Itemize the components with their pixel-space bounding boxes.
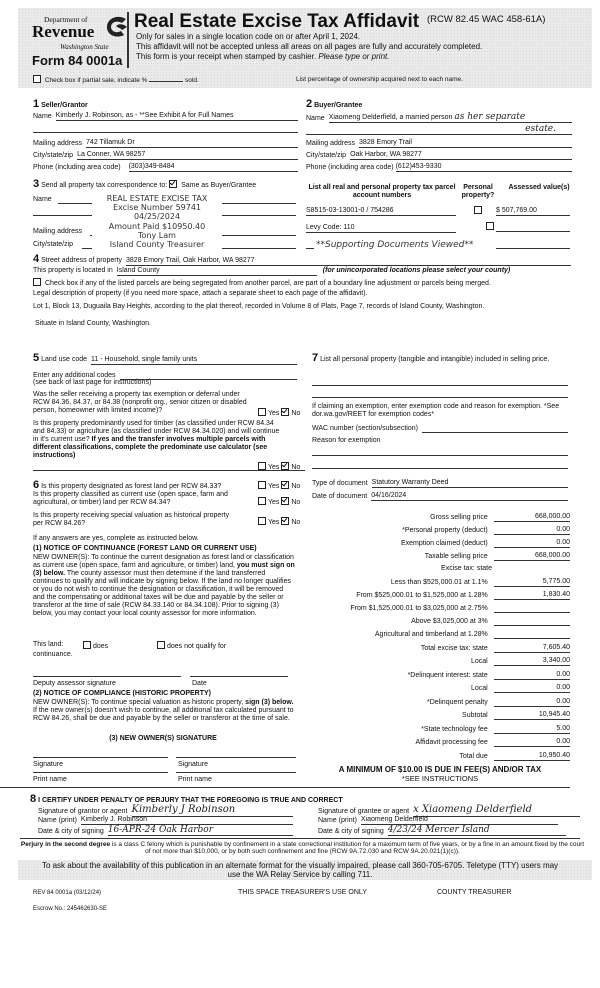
section-4-number: 4 <box>33 253 40 265</box>
yes-label: Yes <box>268 499 280 506</box>
new-owner-print-1[interactable] <box>33 772 168 773</box>
document-type-label: Type of document <box>312 480 368 487</box>
document-type-row <box>312 479 568 488</box>
tax-label: Gross selling price <box>430 513 488 521</box>
new-owner-print-2[interactable] <box>176 772 296 773</box>
tax-label: Less than $525,000.01 at 1.1% <box>390 578 488 586</box>
tax-label: *State technology fee <box>421 725 488 733</box>
segregated-label: Check box if any of the listed parcels are being segregated from another parcel, are part of a boundary line adjustment or parcels being merged. <box>44 280 491 287</box>
section-6-number: 6 <box>33 479 40 491</box>
section-8-rule <box>0 787 570 788</box>
document-date-label: Date of document <box>312 493 368 500</box>
grantee-signature-row <box>318 804 580 817</box>
tax-label: Affidavit processing fee <box>415 738 488 746</box>
buyer-mailing-label: Mailing address <box>306 140 356 147</box>
total-due-field[interactable]: 10,950.40 <box>494 752 570 761</box>
supporting-docs-stamp: **Supporting Documents Viewed** <box>316 240 474 250</box>
tax-label: *Personal property (deduct) <box>402 526 488 534</box>
agency-line1: Department of <box>44 15 88 24</box>
buyer-name-line2[interactable] <box>306 124 572 135</box>
notice-continuance-text-a: NEW OWNER(S): To continue the current designation as forest land or classification as current use (open space, farm and agriculture, or timber) land, <box>33 554 294 570</box>
form-number: Form 84 0001a <box>32 53 123 68</box>
tax-label: Subtotal <box>462 711 488 719</box>
treasurer-use-only: THIS SPACE TREASURER'S USE ONLY <box>238 889 367 896</box>
tax-row-technology <box>300 722 570 734</box>
seller-city-row <box>33 151 298 160</box>
grantee-signature-field[interactable]: x Xiaomeng Delderfield <box>413 804 580 817</box>
no-label: No <box>291 410 301 417</box>
tax-label: Excise tax: state <box>441 564 492 572</box>
signature-label-2: Signature <box>178 761 208 768</box>
does-not-label: does not qualify for <box>167 643 227 650</box>
section-7-number: 7 <box>312 352 319 364</box>
grantee-name-row <box>318 816 558 825</box>
stamp-line-2: Excise Number 59741 <box>112 203 202 213</box>
no-label: No <box>291 519 301 526</box>
parcel-row-3-value[interactable] <box>496 248 570 249</box>
buyer-phone-label: Phone (including area code) <box>306 164 394 171</box>
forest-yes-checkbox[interactable] <box>258 481 266 489</box>
corr-mailing-label: Mailing address <box>33 228 83 235</box>
deputy-signature-field[interactable] <box>33 676 181 677</box>
header-note-3-italic: Please type or print. <box>318 52 390 61</box>
notice-compliance-bold: sign (3) below. <box>245 699 294 706</box>
minimum-due-note: A MINIMUM OF $10.00 IS DUE IN FEE(S) AND/OR TAX <box>338 765 542 774</box>
notice-compliance-text-b: If the new owner(s) doesn't wish to continue, all additional tax calculated pursuant to RCW 84.26, shall be due and payable by the seller or transferor at the time of sale. <box>33 707 294 723</box>
parcel-row-2-value[interactable] <box>496 231 570 232</box>
tax-row-gross <box>300 510 570 522</box>
technology-fee-field[interactable]: 5.00 <box>494 725 570 734</box>
legal-label: Legal description of property (if you need more space, attach a separate sheet to each page of the affidavit). <box>33 290 368 297</box>
tax-label: Local <box>471 684 488 692</box>
buyer-heading <box>306 98 362 111</box>
partial-sale-checkbox[interactable] <box>33 75 41 83</box>
current-use-yes-no <box>258 497 300 507</box>
grantor-signature-label: Signature of grantor or agent <box>38 808 128 816</box>
does-not-checkbox[interactable] <box>157 641 165 649</box>
tax-row-processing <box>300 735 570 747</box>
forest-yes-no <box>258 481 300 491</box>
no-label: No <box>291 499 301 506</box>
print-name-label-2: Print name <box>178 776 212 783</box>
processing-fee-field[interactable]: 0.00 <box>494 738 570 747</box>
stamp-line-1: REAL ESTATE EXCISE TAX <box>106 194 208 203</box>
perjury-notice <box>20 841 585 856</box>
buyer-city-field[interactable]: Oak Harbor, WA 98277 <box>350 151 572 160</box>
historical-yes-checkbox[interactable] <box>258 517 266 525</box>
grantor-name-field[interactable]: Kimberly J. Robinson <box>81 816 293 825</box>
header-divider <box>127 12 129 68</box>
located-row <box>33 267 573 276</box>
seller-mailing-label: Mailing address <box>33 140 83 147</box>
correspondence-row <box>33 178 256 191</box>
does-option <box>83 641 157 651</box>
tax-row-local <box>300 654 570 666</box>
does-not-option <box>157 641 226 651</box>
seller-heading-label: Seller/Grantor <box>41 102 88 109</box>
new-owner-signature-2[interactable] <box>176 757 296 758</box>
grantor-date-label: Date & city of signing <box>38 828 104 836</box>
tax-row-delinquent-local <box>300 681 570 693</box>
segregated-checkbox[interactable] <box>33 278 41 286</box>
header-note-3 <box>136 52 389 61</box>
tax-row-agri <box>300 627 570 639</box>
grantee-date-label: Date & city of signing <box>318 828 384 836</box>
tax-label: Taxable selling price <box>424 552 488 560</box>
grantor-name-row <box>38 816 293 825</box>
continuance-label: continuance. <box>33 651 73 658</box>
tax-row-total-due <box>300 749 570 761</box>
additional-codes-label: Enter any additional codes <box>33 371 116 379</box>
personal-property-line-1[interactable] <box>312 385 568 386</box>
parcel-row-2-personal-checkbox[interactable] <box>486 222 494 230</box>
subtotal-field[interactable]: 10,945.40 <box>494 711 570 720</box>
partial-sale-row <box>33 75 199 84</box>
tax-row-tier1 <box>300 575 570 587</box>
correspondence-label: Send all property tax correspondence to: <box>41 182 168 189</box>
forest-question-text: Is this property designated as forest land per RCW 84.33? <box>41 483 222 490</box>
grantee-date-row <box>318 825 566 836</box>
corr-city-label: City/state/zip <box>33 241 74 248</box>
exemption-code-label: If claiming an exemption, enter exemption code and reason for exemption. *See dor.wa.gov/REET for exemption codes* <box>312 403 560 419</box>
dor-logo <box>28 12 132 70</box>
grantee-signature-label: Signature of grantee or agent <box>318 808 410 816</box>
buyer-name-handwritten: as her separate <box>454 112 526 122</box>
historical-yes-no <box>258 517 300 527</box>
county-treasurer: COUNTY TREASURER <box>437 889 512 896</box>
seller-mailing-field[interactable]: 742 Tillamuk Dr <box>86 139 298 148</box>
section-8-number: 8 <box>30 793 37 805</box>
tax-label: From $525,000.01 to $1,525,000 at 1.28% <box>356 591 488 599</box>
stamp-line-6: Island County Treasurer <box>109 239 205 249</box>
stamp-line-4: Amount Paid $10950.40 <box>108 221 206 231</box>
tax-row-penalty <box>300 695 570 707</box>
land-use-label: Land use code <box>41 356 88 363</box>
seller-heading <box>33 98 88 111</box>
new-owner-signature-1[interactable] <box>33 757 168 758</box>
buyer-phone-field[interactable]: (612)453-9330 <box>396 163 572 172</box>
section-5-number: 5 <box>33 352 40 364</box>
notice-continuance-text <box>33 554 295 618</box>
deputy-date-label: Date <box>192 680 207 687</box>
parcel-row-2-number[interactable]: Levy Code: 110 <box>306 224 456 233</box>
rev-number: REV 84 0001a (03/12/24) <box>33 890 102 896</box>
segregated-row <box>33 278 578 288</box>
deputy-date-field[interactable] <box>190 676 288 677</box>
wac-field[interactable] <box>422 424 568 433</box>
exemption-deduct-field[interactable]: 0.00 <box>494 539 570 548</box>
header-note-2: This affidavit will not be accepted unless all areas on all pages are fully and accurately completed. <box>136 42 483 51</box>
tier1-tax-field[interactable]: 5,775.00 <box>494 578 570 587</box>
taxable-selling-price-field[interactable]: 668,000.00 <box>494 552 570 561</box>
grantee-date-field[interactable]: 4/23/24 Mercer Island <box>388 825 566 836</box>
yes-label: Yes <box>268 519 280 526</box>
signature-label-1: Signature <box>33 761 63 768</box>
tax-row-total-state <box>300 641 570 653</box>
tax-label: Above $3,025,000 at 3% <box>411 617 488 625</box>
tax-label: Agricultural and timberland at 1.28% <box>374 630 488 638</box>
timber-no-checkbox[interactable] <box>281 462 289 470</box>
legal-description-2[interactable]: Situate in Island County, Washington. <box>35 320 151 327</box>
ownership-note: List percentage of ownership acquired next to each name. <box>296 76 463 83</box>
buyer-heading-label: Buyer/Grantee <box>314 102 363 109</box>
tax-label: *Delinquent penalty <box>427 698 488 706</box>
perjury-text: is a class C felony which is punishable by confinement in a state correctional institution for a maximum term of five years, or by a fine in an amount fixed by the court of not more than $10,000, or by both such confinement and fine (RCW 9A.72.030 and RCW 9A.20.021(1)(c)). <box>111 841 585 856</box>
form-citation: (RCW 82.45 WAC 458-61A) <box>427 14 546 25</box>
section-5-rule <box>33 470 305 471</box>
buyer-city-row <box>306 151 572 160</box>
street-label-wrap <box>33 253 122 266</box>
grantee-name-label: Name (print) <box>318 817 357 824</box>
seller-phone-label: Phone (including area code) <box>33 164 121 171</box>
certify-heading-text: I CERTIFY UNDER PENALTY OF PERJURY THAT THE FOREGOING IS TRUE AND CORRECT <box>38 797 343 804</box>
new-owner-signature-heading: (3) NEW OWNER(S) SIGNATURE <box>109 735 217 742</box>
historical-question: Is this property receiving special valuation as historical property per RCW 84.26? <box>33 512 230 528</box>
yes-label: Yes <box>268 483 280 490</box>
buyer-mailing-field[interactable]: 3828 Emory Trail <box>359 139 572 148</box>
form-title: Real Estate Excise Tax Affidavit <box>134 11 420 32</box>
seller-mailing-row <box>33 139 298 148</box>
delinquent-interest-local-field[interactable]: 0.00 <box>494 684 570 693</box>
header-note-1: Only for sales in a single location code on or after April 1, 2024. <box>136 32 361 41</box>
reason-line-1[interactable] <box>312 455 568 456</box>
parcel-row-1-number[interactable]: S8515-03-13001-0 / 754286 <box>306 207 456 216</box>
timber-question-bold: If yes and the transfer involves multiple parcels with different classifications, complete the predominate use calculator (see instructions) <box>33 436 268 460</box>
seller-name-field[interactable]: Kimberly J. Robinson, as - **See Exhibit A for Full Names <box>56 112 298 121</box>
tax-row-tier2 <box>300 588 570 600</box>
grantor-date-field[interactable]: 16-APR-24 Oak Harbor <box>108 825 293 836</box>
document-type-field[interactable]: Statutory Warranty Deed <box>372 479 568 488</box>
tax-row-taxable <box>300 549 570 561</box>
current-use-question: Is this property classified as current use (open space, farm and agricultural, or timber) land per RCW 84.34? <box>33 491 228 507</box>
grantor-date-row <box>38 825 293 836</box>
corr-name-label: Name <box>33 196 52 203</box>
timber-question-text: Is this property predominantly used for timber (as classified under RCW 84.34 and 84.33) or agriculture (as classified under RCW 84.34.020) and will continue in it's current use? <box>33 420 280 444</box>
stamp-line-3: 04/25/2024 <box>133 212 181 222</box>
personal-col-header: Personal property? <box>461 184 495 200</box>
same-as-buyer-checkbox[interactable] <box>169 180 177 188</box>
grantor-name-label: Name (print) <box>38 817 77 824</box>
deputy-signature-label: Deputy assessor signature <box>33 680 116 687</box>
assessed-col-header: Assessed value(s) <box>508 184 570 191</box>
alt-format-notice: To ask about the availability of this publication in an alternate format for the visually impaired, please call 360-705-6705. Teletype (TTY) users may use the WA Relay Service by calling 711. <box>41 861 559 880</box>
section-1-number: 1 <box>33 98 40 110</box>
tax-row-subtotal <box>300 708 570 720</box>
this-land-label: This land: <box>33 641 64 648</box>
forest-question <box>33 479 258 492</box>
notice-continuance-text-b: The county assessor must then determine if the land transferred continues to qualify and will indicate by signing below. If the land no longer qualifies or you do not wish to continue the designation or classification, it will be removed and the compensating or additional taxes will be due and payable by the seller or transferor at the time of sale (RCW 84.33.140 or 84.34.108). Prior to signing (3) below, you may contact your local county assessor for more information. <box>33 570 291 618</box>
tax-row-excise-heading <box>300 561 570 573</box>
timber-question <box>33 420 283 460</box>
agricultural-tax-field[interactable] <box>494 638 570 639</box>
tax-row-personal <box>300 523 570 535</box>
tax-row-tier3 <box>300 601 570 613</box>
land-use-label-wrap <box>33 352 87 365</box>
personal-property-label <box>312 352 567 365</box>
forest-no-checkbox[interactable] <box>281 481 289 489</box>
treasurer-stamp <box>92 194 222 249</box>
timber-yes-checkbox[interactable] <box>258 462 266 470</box>
street-row <box>33 253 571 266</box>
exemption-yes-checkbox[interactable] <box>258 408 266 416</box>
exemption-question: Was the seller receiving a property tax exemption or deferral under RCW 84.36, 84.37, or 84.38 (nonprofit org., senior citizen or disabled person, homeowner with limited income)? <box>33 391 247 415</box>
agency-line2: Revenue <box>32 22 95 41</box>
street-field[interactable]: 3828 Emory Trail, Oak Harbor, WA 98277 <box>126 257 571 266</box>
wac-row <box>312 424 568 433</box>
grantee-name-field[interactable]: Xiaomeng Delderfield <box>361 816 558 825</box>
personal-property-line-2[interactable] <box>312 397 568 398</box>
legal-description-1[interactable]: Lot 1, Block 13, Duguaila Bay Heights, according to the plat thereof, recorded in Volume 8 of Plats, Page 7, records of Island County, Washington. <box>33 303 485 310</box>
tax-label: Total excise tax: state <box>420 644 488 652</box>
tax-label: *Delinquent interest: state <box>407 671 488 679</box>
perjury-bold: Perjury in the second degree <box>20 841 111 848</box>
gross-selling-price-field[interactable]: 668,000.00 <box>494 513 570 522</box>
located-field[interactable]: Island County <box>117 267 317 276</box>
tax-label: Total due <box>459 752 488 760</box>
parcel-row-3-number[interactable] <box>306 248 314 249</box>
seller-name-row <box>33 112 298 121</box>
exemption-yes-no <box>258 408 300 418</box>
buyer-name-handwritten-2: estate. <box>525 124 556 134</box>
escrow-number: Escrow No.: 245462630-SE <box>33 906 108 912</box>
located-label: This property is located in <box>33 267 113 274</box>
header-note-3-text: This form is your receipt when stamped by cashier. <box>136 52 317 61</box>
section-2-number: 2 <box>306 98 313 110</box>
tier2-tax-field[interactable]: 1,830.40 <box>494 591 570 600</box>
section-3-number: 3 <box>33 178 40 190</box>
buyer-name-field[interactable] <box>329 112 572 123</box>
local-tax-field[interactable]: 3,340.00 <box>494 657 570 666</box>
notice-compliance-text-a: NEW OWNER(S): To continue special valuation as historic property, <box>33 699 244 706</box>
partial-sale-label: Check box if partial sale, indicate % <box>44 77 148 84</box>
does-label: does <box>93 643 109 650</box>
current-use-no-checkbox[interactable] <box>281 497 289 505</box>
stamp-line-5: Tony Lam <box>138 230 176 240</box>
total-state-tax-field[interactable]: 7,605.40 <box>494 644 570 653</box>
tier4-tax-field[interactable] <box>494 625 570 626</box>
seller-city-label: City/state/zip <box>33 152 74 159</box>
agency-state: Washington State <box>60 43 109 51</box>
reason-line-2[interactable] <box>312 468 568 469</box>
partial-sale-suffix: sold. <box>185 77 199 84</box>
document-date-row <box>312 492 568 501</box>
additional-codes-hint: (see back of last page for instructions) <box>33 379 152 386</box>
historical-no-checkbox[interactable] <box>281 517 289 525</box>
print-name-label-1: Print name <box>33 776 67 783</box>
same-as-buyer-label: Same as Buyer/Grantee <box>181 182 257 189</box>
this-land-row <box>33 641 283 651</box>
notice-continuance-bold: you must sign on (3) below. <box>33 562 295 578</box>
if-yes-note: If any answers are yes, complete as instructed below. <box>33 535 199 542</box>
no-label: No <box>291 464 301 471</box>
seller-city-field[interactable]: La Conner, WA 98257 <box>77 151 298 160</box>
seller-phone-field[interactable]: (303)349-8484 <box>129 163 298 172</box>
document-date-field[interactable]: 04/16/2024 <box>371 492 568 501</box>
partial-sale-percent-input[interactable] <box>149 81 183 82</box>
tax-label: Exemption claimed (deduct) <box>400 539 488 547</box>
parcel-row-1-personal-checkbox[interactable] <box>474 206 482 214</box>
located-hint: (for unincorporated locations please select your county) <box>322 267 511 274</box>
personal-property-deduct-field[interactable]: 0.00 <box>494 526 570 535</box>
tax-label: Local <box>471 657 488 665</box>
exemption-no-checkbox[interactable] <box>281 408 289 416</box>
delinquent-penalty-field[interactable]: 0.00 <box>494 698 570 707</box>
yes-label: Yes <box>268 410 280 417</box>
buyer-city-label: City/state/zip <box>306 152 347 159</box>
seller-name-label: Name <box>33 113 52 120</box>
seller-name-line2[interactable] <box>33 132 298 133</box>
tax-label: From $1,525,000.01 to $3,025,000 at 2.75% <box>350 604 488 612</box>
notice-compliance-text <box>33 699 295 723</box>
buyer-name-typed: Xiaomeng Delderfield, a married person <box>328 114 453 121</box>
tax-row-exemption <box>300 536 570 548</box>
land-use-field[interactable]: 11 - Household, single family units <box>91 356 297 365</box>
grantor-signature-row <box>38 804 293 817</box>
notice-compliance-heading: (2) NOTICE OF COMPLIANCE (HISTORIC PROPERTY) <box>33 690 211 697</box>
parcel-row-1-value[interactable]: $ 507,769.00 <box>496 207 570 216</box>
buyer-name-row <box>306 112 572 123</box>
land-use-row <box>33 352 297 365</box>
buyer-name-label: Name <box>306 115 325 123</box>
does-checkbox[interactable] <box>83 641 91 649</box>
delinquent-interest-state-field[interactable]: 0.00 <box>494 671 570 680</box>
notice-continuance-heading: (1) NOTICE OF CONTINUANCE (FOREST LAND OR CURRENT USE) <box>33 545 257 552</box>
buyer-mailing-row <box>306 139 572 148</box>
tier3-tax-field[interactable] <box>494 612 570 613</box>
seller-phone-row <box>33 163 298 172</box>
current-use-yes-checkbox[interactable] <box>258 497 266 505</box>
street-label: Street address of property <box>41 257 123 264</box>
tax-row-tier4 <box>300 614 570 626</box>
tax-row-delinquent-state <box>300 668 570 680</box>
personal-property-text: List all personal property (tangible and intangible) included in selling price. <box>320 356 550 363</box>
certify-bottom-rule <box>20 838 580 839</box>
no-label: No <box>291 483 301 490</box>
yes-label: Yes <box>268 464 280 471</box>
buyer-phone-row <box>306 163 572 172</box>
parcel-col-header: List all real and personal property tax parcel account numbers <box>308 184 456 200</box>
see-instructions-note: *SEE INSTRUCTIONS <box>401 774 479 783</box>
grantor-signature-field[interactable]: Kimberly J Robinson <box>132 804 293 817</box>
reason-label: Reason for exemption <box>312 437 381 444</box>
wac-label: WAC number (section/subsection) <box>312 424 418 432</box>
